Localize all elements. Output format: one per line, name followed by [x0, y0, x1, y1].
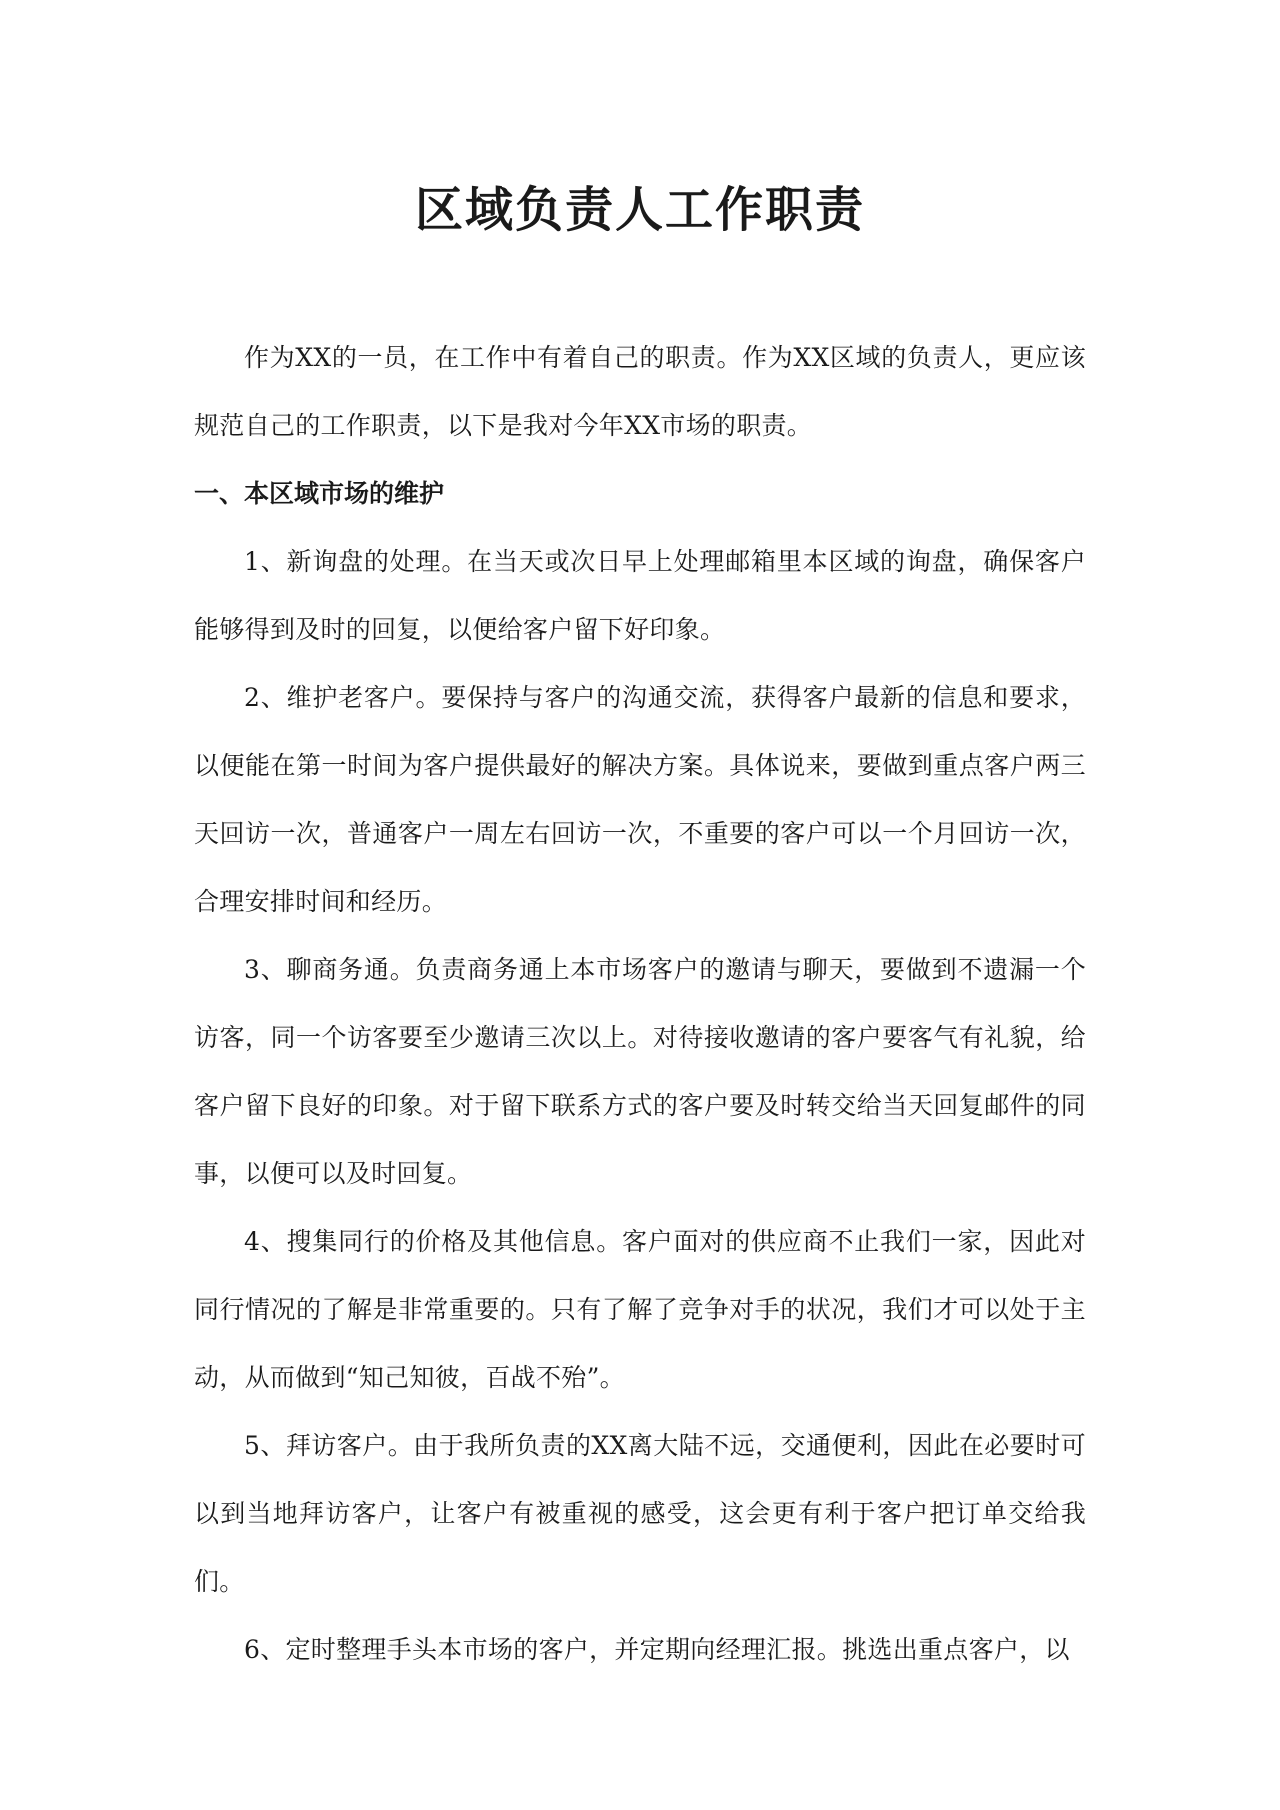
section-heading: 一、本区域市场的维护 [194, 479, 445, 508]
intro-paragraph: 作为XX的一员，在工作中有着自己的职责。作为XX区域的负责人，更应该规范自己的工作职责，以下是我对今年XX市场的职责。 [194, 343, 1086, 440]
document-body [194, 324, 1086, 1684]
list-item: 1、新询盘的处理。在当天或次日早上处理邮箱里本区域的询盘，确保客户能够得到及时的回复，以便给客户留下好印象。 [194, 547, 1086, 644]
list-item: 2、维护老客户。要保持与客户的沟通交流，获得客户最新的信息和要求，以便能在第一时间为客户提供最好的解决方案。具体说来，要做到重点客户两三天回访一次，普通客户一周左右回访一次，不重要的客户可以一个月回访一次，合理安排时间和经历。 [194, 683, 1086, 916]
list-item: 3、聊商务通。负责商务通上本市场客户的邀请与聊天，要做到不遗漏一个访客，同一个访客要至少邀请三次以上。对待接收邀请的客户要客气有礼貌，给客户留下良好的印象。对于留下联系方式的客户要及时转交给当天回复邮件的同事，以便可以及时回复。 [194, 955, 1086, 1188]
list-item: 6、定时整理手头本市场的客户，并定期向经理汇报。挑选出重点客户，以 [244, 1635, 1070, 1664]
list-item: 4、搜集同行的价格及其他信息。客户面对的供应商不止我们一家，因此对同行情况的了解是非常重要的。只有了解了竞争对手的状况，我们才可以处于主动，从而做到“知己知彼，百战不殆”。 [194, 1227, 1086, 1392]
page-title: 区域负责人工作职责 [414, 182, 865, 238]
list-item: 5、拜访客户。由于我所负责的XX离大陆不远，交通便利，因此在必要时可以到当地拜访客户，让客户有被重视的感受，这会更有利于客户把订单交给我们。 [194, 1431, 1086, 1596]
